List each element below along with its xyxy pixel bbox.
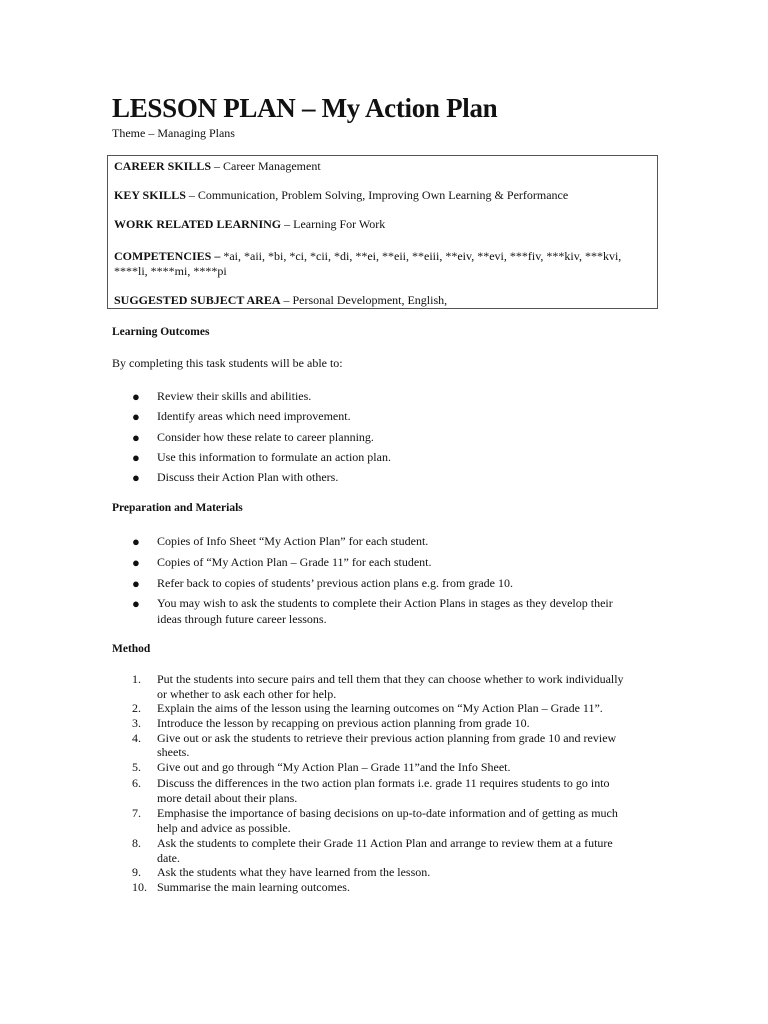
career-skills-label: CAREER SKILLS: [114, 159, 212, 173]
preparation-heading: Preparation and Materials: [112, 502, 243, 514]
subject-area-line: [114, 293, 654, 307]
page-title: LESSON PLAN – My Action Plan: [112, 93, 498, 123]
key-skills-label: KEY SKILLS: [114, 188, 186, 202]
bullet-icon: ●: [132, 596, 140, 611]
subject-area-label: SUGGESTED SUBJECT AREA: [114, 293, 281, 307]
bullet-icon: ●: [132, 470, 140, 485]
bullet-icon: ●: [132, 576, 140, 591]
skills-box: [107, 155, 658, 309]
key-skills-value: – Communication, Problem Solving, Improving Own Learning & Performance: [185, 188, 569, 202]
theme-subtitle: Theme – Managing Plans: [112, 126, 235, 140]
bullet-icon: ●: [132, 534, 140, 549]
bullet-icon: ●: [132, 409, 140, 424]
career-skills-line: [114, 159, 654, 173]
method-heading: Method: [112, 643, 151, 655]
competencies-line: [114, 249, 654, 263]
bullet-icon: ●: [132, 450, 140, 465]
document-page: LESSON PLAN – My Action Plan Theme – Managing Plans CAREER SKILLS – Career Management KEY SKILLS – Communication, Problem Solving, Improving Own Learning & Performance WORK RELATED LEARNING – Learning For Work COMPETENCIES – *ai, *aii, *bi, *ci, *cii, *di, **ei, **eii, **eiii, **eiv, **evi, ***fiv, ***kiv, ***kvi, ****li, ****mi, ****pi SUGGESTED SUBJECT AREA – Personal Development, English, Learning Outcomes By completing this task students will be able to: ● Review their skills and abilities. ● Identify areas which need improvement. ● Consider how these relate to career planning. ● Use this information to formulate an action plan. ● Discuss their Action Plan with others. Preparation and Materials ● Copies of Info Sheet “My Action Plan” for each student. ● Copies of “My Action Plan – Grade 11” for each student. ● Refer back to copies of students’ previous action plans e.g. from grade 10. ● You may wish to ask the students to complete their Action Plans in stages as they develop their ideas through future career lessons. Method 1. Put the students into secure pairs and tell them that they can choose whether to work individually or whether to ask each other for help. 2. Explain the aims of the lesson using the learning outcomes on “My Action Plan – Grade 11”. 3. Introduce the lesson by recapping on previous action planning from grade 10. 4. Give out or ask the students to retrieve their previous action planning from grade 10 and review sheets. 5. Give out and go through “My Action Plan – Grade 11”and the Info Sheet. 6. Discuss the differences in the two action plan formats i.e. grade 11 requires students to go into more detail about their plans. 7. Emphasise the importance of basing decisions on up-to-date information and of getting as much help and advice as possible. 8. Ask the students to complete their Grade 11 Action Plan and arrange to review them at a future date. 9. Ask the students what they have learned from the lesson. 10. Summarise the main learning outcomes.: [0, 0, 768, 1024]
learning-outcomes-heading: Learning Outcomes: [112, 326, 210, 338]
competencies-value: *ai, *aii, *bi, *ci, *cii, *di, **ei, **eii, **eiii, **eiv, **evi, ***fiv, ***kiv, ***kvi,: [220, 249, 622, 263]
bullet-icon: ●: [132, 555, 140, 570]
learning-outcomes-intro: By completing this task students will be able to:: [112, 356, 343, 370]
competencies-line-2: ****li, ****mi, ****pi: [114, 264, 227, 278]
bullet-icon: ●: [132, 389, 140, 404]
work-related-learning-value: – Learning For Work: [281, 217, 386, 231]
career-skills-value: – Career Management: [211, 159, 321, 173]
work-related-learning-line: [114, 217, 654, 231]
subject-area-value: – Personal Development, English,: [280, 293, 448, 307]
work-related-learning-label: WORK RELATED LEARNING: [114, 217, 282, 231]
key-skills-line: [114, 188, 654, 202]
competencies-label: COMPETENCIES –: [114, 249, 221, 263]
bullet-icon: ●: [132, 430, 140, 445]
